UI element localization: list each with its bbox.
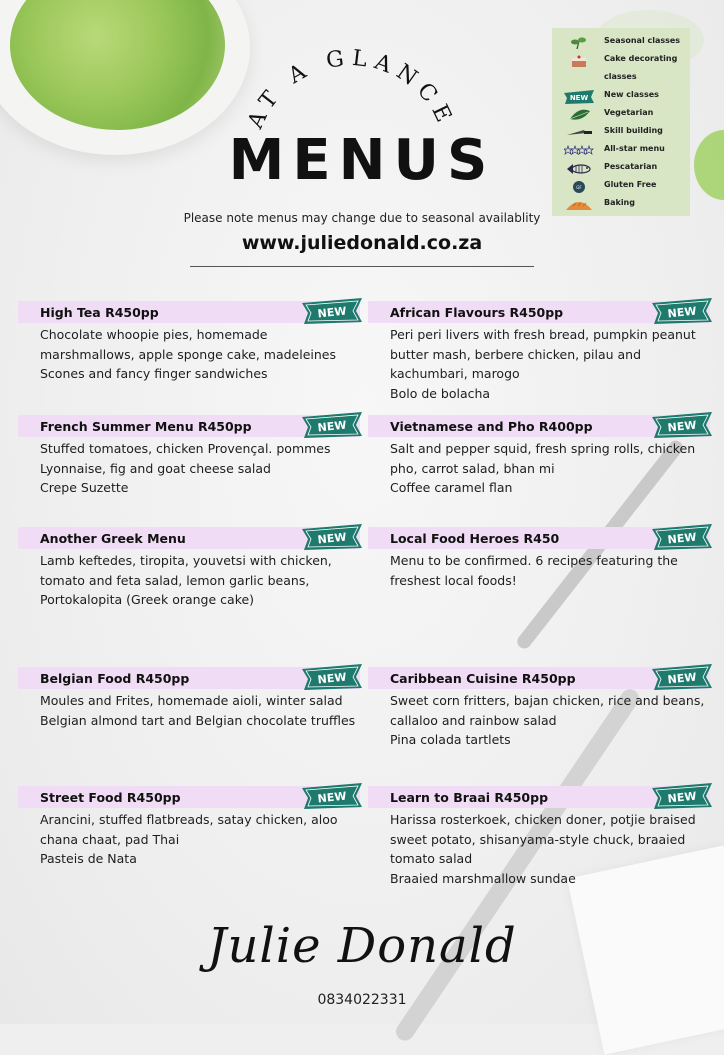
new-ribbon-icon bbox=[652, 298, 712, 324]
new-ribbon-icon bbox=[302, 524, 362, 550]
stars-icon bbox=[564, 143, 594, 157]
svg-text:AT A GLANCE bbox=[243, 46, 459, 134]
arc-text: AT A GLANCE bbox=[243, 45, 459, 133]
sprout-icon bbox=[564, 35, 594, 49]
knife-icon bbox=[564, 125, 594, 139]
new-ribbon-icon bbox=[302, 298, 362, 324]
menu-description bbox=[40, 810, 360, 869]
menu-line: Chocolate whoopie pies, homemade bbox=[40, 327, 268, 342]
menu-description bbox=[40, 691, 360, 730]
divider bbox=[190, 266, 534, 267]
legend-label: Cake decorating bbox=[604, 54, 678, 63]
menu-title: Caribbean Cuisine R450pp bbox=[390, 671, 576, 686]
menu-line: Portokalopita (Greek orange cake) bbox=[40, 592, 255, 607]
svg-text:NEW: NEW bbox=[317, 789, 348, 806]
menu-line: Salt and pepper squid, fresh spring rolls, chicken bbox=[390, 441, 696, 456]
menu-line: Belgian almond tart and Belgian chocolate truffles bbox=[40, 712, 356, 728]
menu-description bbox=[390, 810, 710, 888]
new-ribbon-icon bbox=[652, 783, 712, 809]
menu-line: pho, carrot salad, bhan mi bbox=[390, 460, 555, 476]
menu-line: Pasteis de Nata bbox=[40, 851, 137, 866]
legend-label: Pescatarian bbox=[604, 162, 658, 171]
menu-line: sweet potato, shisanyama-style chuck, braaied bbox=[390, 831, 686, 847]
legend-label: New classes bbox=[604, 90, 659, 99]
menu-line: Moules and Frites, homemade aioli, winter salad bbox=[40, 693, 343, 708]
menu-description bbox=[390, 325, 710, 403]
menu-line: Lamb keftedes, tiropita, youvetsi with chicken, bbox=[40, 553, 332, 568]
legend-label: Baking bbox=[604, 198, 635, 207]
svg-text:NEW: NEW bbox=[569, 94, 589, 102]
menu-line: Lyonnaise, fig and goat cheese salad bbox=[40, 460, 271, 476]
new-ribbon-icon bbox=[652, 412, 712, 438]
legend-label: classes bbox=[604, 72, 637, 81]
fish-icon bbox=[564, 161, 594, 175]
menu-title: African Flavours R450pp bbox=[390, 305, 564, 320]
menu-description bbox=[390, 691, 710, 750]
menu-line: freshest local foods! bbox=[390, 572, 517, 588]
menu-line: tomato and feta salad, lemon garlic beans, bbox=[40, 572, 310, 588]
legend-label: Skill building bbox=[604, 126, 663, 135]
menu-line: Arancini, stuffed flatbreads, satay chicken, aloo bbox=[40, 812, 338, 827]
legend-item bbox=[552, 195, 690, 213]
legend-item bbox=[552, 123, 690, 141]
legend-item bbox=[552, 177, 690, 195]
new-ribbon-icon bbox=[652, 524, 712, 550]
legend-item bbox=[552, 141, 690, 159]
menu-description bbox=[390, 439, 710, 498]
legend-item bbox=[552, 105, 690, 123]
legend-label: Gluten Free bbox=[604, 180, 657, 189]
menu-title: French Summer Menu R450pp bbox=[40, 419, 252, 434]
menu-title: Another Greek Menu bbox=[40, 531, 186, 546]
menu-line: chana chaat, pad Thai bbox=[40, 831, 180, 847]
legend-label: All-star menu bbox=[604, 144, 665, 153]
menu-title: Belgian Food R450pp bbox=[40, 671, 190, 686]
legend-item bbox=[552, 87, 690, 105]
new-ribbon-icon bbox=[302, 783, 362, 809]
menu-description bbox=[40, 551, 360, 610]
menu-line: Sweet corn fritters, bajan chicken, rice and beans, bbox=[390, 693, 705, 708]
cake-icon bbox=[564, 53, 594, 67]
gluten-free-icon bbox=[564, 179, 594, 193]
menu-line: Bolo de bolacha bbox=[390, 385, 491, 401]
page-title: MENUS bbox=[228, 128, 496, 193]
menu-title: Vietnamese and Pho R400pp bbox=[390, 419, 593, 434]
menu-line: Pina colada tartlets bbox=[390, 732, 511, 747]
menu-line: butter mash, berbere chicken, pilau and bbox=[390, 346, 642, 362]
menu-description bbox=[40, 325, 360, 384]
new-ribbon-icon bbox=[564, 89, 594, 103]
menu-line: Harissa rosterkoek, chicken doner, potjie braised bbox=[390, 812, 696, 827]
menu-line: Peri peri livers with fresh bread, pumpkin peanut bbox=[390, 327, 696, 342]
svg-text:NEW: NEW bbox=[667, 530, 698, 547]
menu-line: tomato salad bbox=[390, 851, 473, 866]
svg-text:NEW: NEW bbox=[317, 530, 348, 547]
seasonal-note: Please note menus may change due to seasonal availablity bbox=[183, 211, 541, 225]
menu-line: Stuffed tomatoes, chicken Provençal. pommes bbox=[40, 441, 331, 456]
menu-line: marshmallows, apple sponge cake, madeleines bbox=[40, 346, 336, 362]
svg-text:NEW: NEW bbox=[667, 789, 698, 806]
menu-line: callaloo and rainbow salad bbox=[390, 712, 557, 728]
legend-label: Vegetarian bbox=[604, 108, 654, 117]
menu-title: Learn to Braai R450pp bbox=[390, 790, 549, 805]
bread-icon bbox=[564, 197, 594, 211]
menu-line: kachumbari, marogo bbox=[390, 366, 520, 381]
new-ribbon-icon bbox=[652, 664, 712, 690]
legend-item bbox=[552, 51, 690, 69]
svg-text:NEW: NEW bbox=[317, 670, 348, 687]
legend-item bbox=[552, 33, 690, 51]
menu-title: Street Food R450pp bbox=[40, 790, 181, 805]
svg-text:NEW: NEW bbox=[667, 670, 698, 687]
menu-line: Crepe Suzette bbox=[40, 480, 129, 495]
svg-text:GF: GF bbox=[576, 185, 582, 190]
menu-title: High Tea R450pp bbox=[40, 305, 159, 320]
menu-description bbox=[390, 551, 710, 590]
svg-text:NEW: NEW bbox=[667, 304, 698, 321]
new-ribbon-icon bbox=[302, 664, 362, 690]
legend-item bbox=[552, 159, 690, 177]
menu-line: Menu to be confirmed. 6 recipes featuring the bbox=[390, 553, 678, 568]
menu-description bbox=[40, 439, 360, 498]
legend-label: Seasonal classes bbox=[604, 36, 681, 45]
svg-text:NEW: NEW bbox=[317, 418, 348, 435]
menu-line: Scones and fancy finger sandwiches bbox=[40, 366, 268, 381]
svg-text:NEW: NEW bbox=[667, 418, 698, 435]
new-ribbon-icon bbox=[302, 412, 362, 438]
phone-number[interactable]: 0834022331 bbox=[317, 992, 407, 1008]
leaf-icon bbox=[564, 107, 594, 121]
menu-title: Local Food Heroes R450 bbox=[390, 531, 560, 546]
website-link[interactable]: www.juliedonald.co.za bbox=[241, 232, 483, 254]
legend-item bbox=[552, 69, 690, 87]
menu-line: Coffee caramel flan bbox=[390, 480, 513, 495]
signature: Julie Donald bbox=[207, 918, 517, 974]
menu-line: Braaied marshmallow sundae bbox=[390, 870, 576, 886]
svg-text:NEW: NEW bbox=[317, 304, 348, 321]
legend bbox=[552, 28, 690, 216]
